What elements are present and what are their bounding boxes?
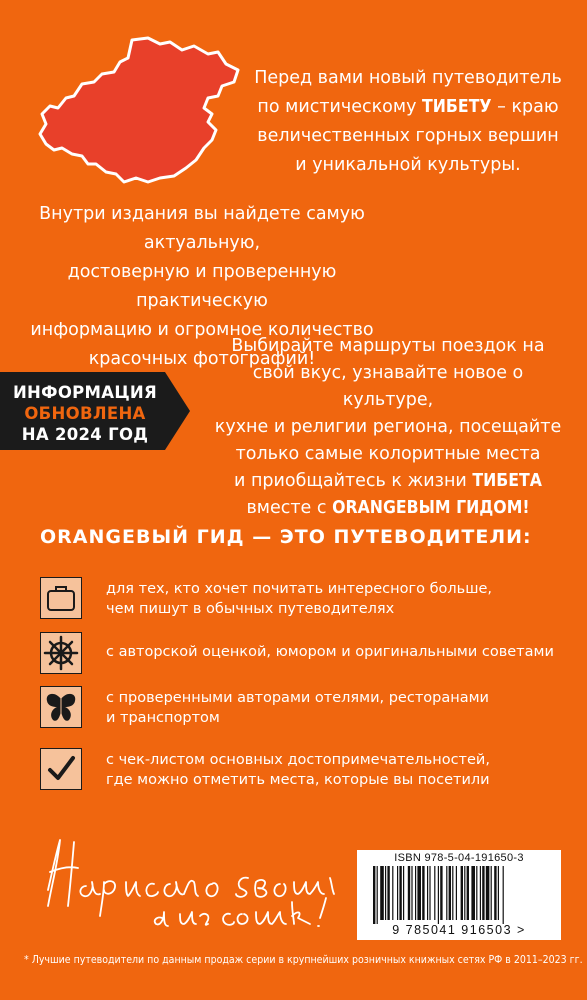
- barcode-bar: [373, 866, 375, 924]
- barcode-bar: [482, 866, 484, 920]
- china-map-icon: [36, 36, 241, 186]
- ship-wheel-icon: [40, 632, 82, 674]
- tibet-highlight: ТИБЕТА: [472, 471, 542, 491]
- feature-item: для тех, кто хочет почитать интересного больше, чем пишут в обычных путеводителях: [40, 577, 570, 621]
- feature-item: с авторской оценкой, юмором и оригинальными советами: [40, 632, 570, 676]
- barcode-bar: [377, 866, 378, 924]
- barcode-bar: [467, 866, 469, 920]
- barcode-bar: [464, 866, 465, 920]
- feature-item: с чек-листом основных достопримечательностей, где можно отметить места, которые вы посетили: [40, 748, 570, 792]
- intro-paragraph: Перед вами новый путеводитель по мистическому ТИБЕТУ – краю величественных горных вершин и уникальной культуры.: [254, 68, 562, 175]
- feature-item: с проверенными авторами отелями, ресторанами и транспортом: [40, 686, 570, 730]
- barcode-bar: [387, 866, 389, 920]
- barcode-bar: [399, 866, 401, 920]
- barcode-bar: [434, 866, 435, 920]
- barcode-bar: [385, 866, 386, 920]
- barcode-bar: [471, 866, 475, 920]
- barcode-bar: [411, 866, 412, 920]
- barcode-bar: [427, 866, 428, 920]
- barcode-bar: [380, 866, 384, 920]
- checkmark-icon: [40, 748, 82, 790]
- barcode-bar: [403, 866, 404, 920]
- inside-paragraph: Внутри издания вы найдете самую актуальную, достоверную и проверенную практическую информацию и огромное количество красочных фотографий!: [30, 204, 374, 369]
- barcode-bar: [491, 866, 492, 920]
- barcode-bar: [456, 866, 457, 920]
- handwritten-slogan: [30, 832, 340, 932]
- isbn-barcode: ISBN 978-5-04-191650-3 9 785041 916503 >: [357, 850, 561, 940]
- barcode-bar: [417, 866, 421, 920]
- barcode-bar: [440, 866, 442, 920]
- barcode-bars: [357, 866, 561, 926]
- footnote: * Лучшие путеводители по данным продаж серии в крупнейших розничных книжных сетях РФ в 2011–2023 гг.: [24, 954, 583, 966]
- barcode-bar: [449, 866, 451, 920]
- barcode-bar: [408, 866, 410, 920]
- barcode-bar: [438, 866, 439, 924]
- tibet-highlight: ТИБЕТУ: [422, 97, 492, 117]
- barcode-bar: [503, 866, 504, 924]
- barcode-bar: [486, 866, 490, 920]
- suitcase-icon: [40, 577, 82, 619]
- barcode-bar: [422, 866, 424, 920]
- barcode-bar: [392, 866, 393, 920]
- barcode-bar: [494, 866, 496, 920]
- barcode-bar: [476, 866, 477, 920]
- barcode-bar: [429, 866, 430, 920]
- series-title: ORANGEВЫЙ ГИД — ЭТО ПУТЕВОДИТЕЛИ:: [40, 526, 532, 548]
- barcode-bar: [461, 866, 463, 920]
- orange-guide-highlight: ORANGEВЫМ ГИДОМ!: [332, 498, 530, 518]
- barcode-bar: [446, 866, 447, 920]
- barcode-bar: [498, 866, 499, 920]
- barcode-bar: [480, 866, 481, 920]
- routes-paragraph: Выбирайте маршруты поездок на свой вкус, узнавайте новое о культуре, кухне и религии региона, посещайте только самые колоритные места и приобщайтесь к жизни ТИБЕТА вместе с ORANGEВЫМ ГИДОМ!: [214, 336, 562, 518]
- barcode-bar: [397, 866, 398, 920]
- barcode-bar: [415, 866, 416, 920]
- barcode-bar: [452, 866, 453, 920]
- info-updated-badge: ИНФОРМАЦИЯ ОБНОВЛЕНА НА 2024 ГОД: [0, 372, 190, 450]
- butterfly-icon: [40, 686, 82, 728]
